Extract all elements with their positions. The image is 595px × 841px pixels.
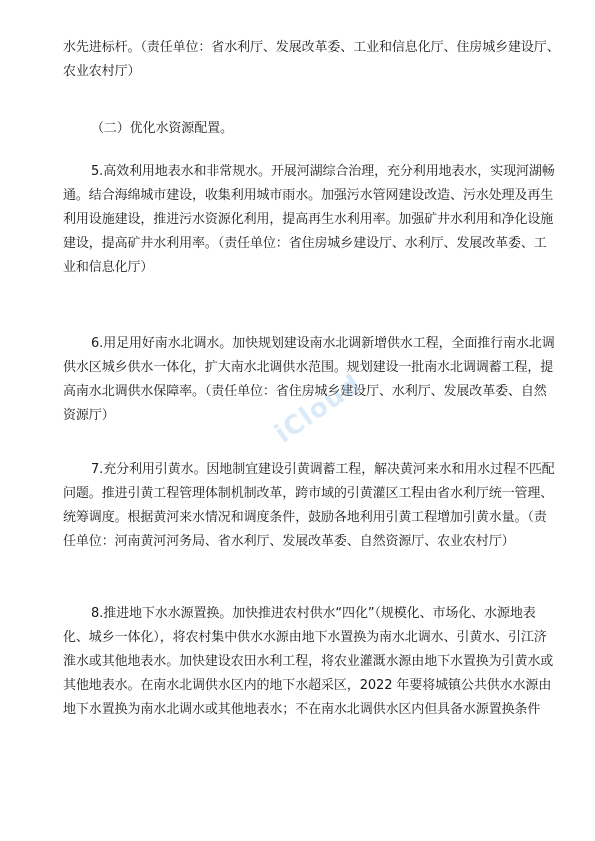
text-line: 8.推进地下水水源置换。加快推进农村供水“四化”（规模化、市场化、水源地表 bbox=[91, 606, 536, 621]
paragraph-continuation bbox=[63, 36, 563, 84]
text-line: 化、城乡一体化），将农村集中供水水源由地下水置换为南水北调水、引黄水、引江济 bbox=[63, 630, 547, 645]
text-line: 7.充分利用引黄水。因地制宜建设引黄调蓄工程，解决黄河来水和用水过程不匹配 bbox=[91, 462, 555, 477]
text-line: 6.用足用好南水北调水。加快规划建设南水北调新增供水工程，全面推行南水北调 bbox=[91, 336, 555, 351]
text-line: 地下水置换为南水北调水或其他地表水；不在南水北调供水区内但具备水源置换条件 bbox=[63, 702, 541, 717]
heading-line: （二）优化水资源配置。 bbox=[91, 121, 233, 136]
text-line: 农业农村厅） bbox=[63, 64, 141, 79]
text-line: 水先进标杆。（责任单位：省水利厅、发展改革委、工业和信息化厅、住房城乡建设厅、 bbox=[63, 40, 560, 55]
text-line: 淮水或其他地表水。加快建设农田水利工程，将农业灌溉水源由地下水置换为引黄水或 bbox=[63, 654, 554, 669]
text-line: 供水区城乡供水一体化，扩大南水北调供水范围。规划建设一批南水北调调蓄工程，提 bbox=[63, 360, 554, 375]
text-line: 高南水北调供水保障率。（责任单位：省住房城乡建设厅、水利厅、发展改革委、自然 bbox=[63, 384, 547, 399]
text-line: 任单位：河南黄河河务局、省水利厅、发展改革委、自然资源厅、农业农村厅） bbox=[63, 534, 515, 549]
paragraph-item-7 bbox=[63, 458, 563, 554]
text-line: 建设，提高矿井水利用率。（责任单位：省住房城乡建设厅、水利厅、发展改革委、工 bbox=[63, 236, 547, 251]
section-heading bbox=[63, 117, 563, 141]
text-line: 业和信息化厅） bbox=[63, 260, 154, 275]
text-line: 资源厅） bbox=[63, 408, 115, 423]
text-line: 统筹调度。根据黄河来水情况和调度条件，鼓励各地利用引黄工程增加引黄水量。（责 bbox=[63, 510, 547, 525]
text-line: 5.高效利用地表水和非常规水。开展河湖综合治理，充分利用地表水，实现河湖畅 bbox=[91, 164, 555, 179]
text-line: 利用设施建设，推进污水资源化利用，提高再生水利用率。加强矿井水利用和净化设施 bbox=[63, 212, 554, 227]
text-line: 其他地表水。在南水北调供水区内的地下水超采区，2022 年要将城镇公共供水水源由 bbox=[63, 678, 552, 693]
text-line: 通。结合海绵城市建设，收集利用城市雨水。加强污水管网建设改造、污水处理及再生 bbox=[63, 188, 554, 203]
paragraph-item-8 bbox=[63, 602, 563, 722]
paragraph-item-5 bbox=[63, 160, 563, 280]
watermark-text: iCloud bbox=[269, 368, 368, 450]
text-line: 问题。推进引黄工程管理体制机制改革，跨市域的引黄灌区工程由省水利厅统一管理、 bbox=[63, 486, 554, 501]
